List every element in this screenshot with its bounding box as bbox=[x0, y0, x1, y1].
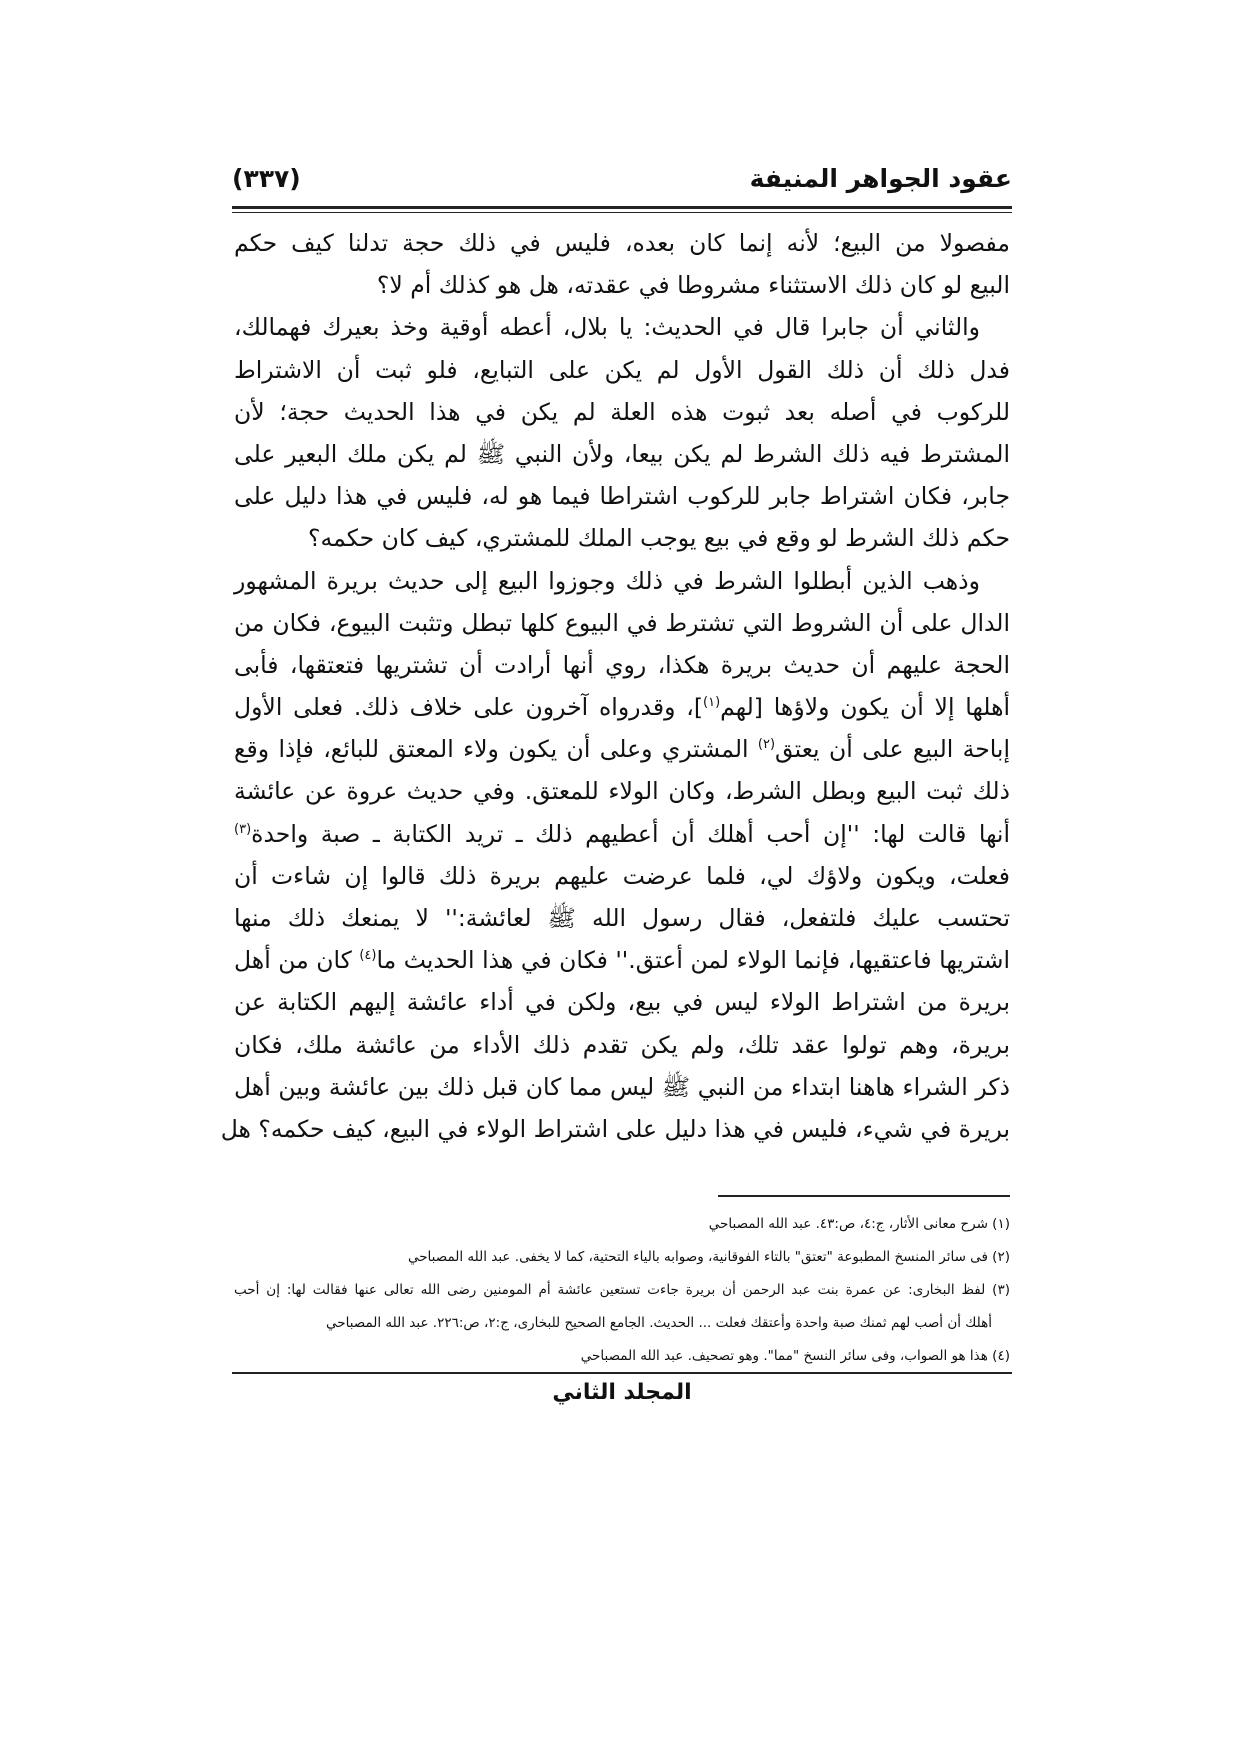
text-run: (٢) فى سائر المنسخ المطبوعة "تعتق" بالتاء الفوقانية، وصوابه بالياء التحتية، كما لا يخفى. عبد الله المصباحي bbox=[407, 1249, 1010, 1265]
text-run: ذلك ثبت البيع وبطل الشرط، وكان الولاء للمعتق. وفي حديث عروة عن عائشة bbox=[234, 777, 1010, 806]
body-line bbox=[234, 770, 1010, 812]
text-run: البيع لو كان ذلك الاستثناء مشروطا في عقدته، هل هو كذلك أم لا؟ bbox=[376, 271, 1010, 300]
body-line bbox=[234, 1024, 1010, 1066]
text-run: الحجة عليهم أن حديث بريرة هكذا، روي أنها أرادت أن تشتريها فتعتقها، فأبى bbox=[234, 650, 1010, 679]
body-line bbox=[220, 1108, 1010, 1150]
text-run: تحتسب عليك فلتفعل، فقال رسول الله ﷺ لعائشة:'' لا يمنعك ذلك منها bbox=[234, 904, 1010, 932]
body-line bbox=[234, 855, 1010, 897]
body-line bbox=[234, 264, 1010, 306]
body-line bbox=[234, 560, 1010, 602]
body-line bbox=[234, 686, 1010, 728]
text-run: فعلت، ويكون ولاؤك لي، فلما عرضت عليهم بريرة ذلك قالوا إن شاءت أن bbox=[234, 861, 1010, 890]
footnote bbox=[234, 1340, 1010, 1373]
body-line bbox=[234, 728, 1010, 770]
body-line bbox=[234, 602, 1010, 644]
page-number: (٣٣٧) bbox=[232, 164, 301, 193]
footnote-separator bbox=[718, 1195, 1010, 1197]
text-run: كان من أهل bbox=[234, 946, 360, 975]
footnote-marker[interactable]: (٣) bbox=[234, 821, 252, 837]
book-title: عقود الجواهر المنيفة bbox=[749, 164, 1012, 193]
text-run: المشتري وعلى أن يكون ولاء المعتق للبائع، فإذا وقع bbox=[234, 735, 758, 764]
body-line bbox=[234, 475, 1010, 517]
body-line bbox=[234, 349, 1010, 391]
body-line bbox=[234, 897, 1010, 939]
body-line bbox=[234, 222, 1010, 264]
text-run: بريرة، وهم تولوا عقد تلك، ولم يكن تقدم ذلك الأداء من عائشة ملك، فكان bbox=[234, 1030, 1010, 1059]
text-run: ذكر الشراء هاهنا ابتداء من النبي ﷺ ليس مما كان قبل ذلك بين عائشة وبين أهل bbox=[234, 1072, 1010, 1101]
text-run: أنها قالت لها: ''إن أحب أهلك أن أعطيهم ذلك ـ تريد الكتابة ـ صبة واحدة bbox=[251, 819, 1010, 848]
footnote bbox=[234, 1208, 1010, 1241]
body-line bbox=[234, 644, 1010, 686]
body-line bbox=[234, 981, 1010, 1023]
text-run: فدل ذلك أن ذلك القول الأول لم يكن على التبايع، فلو ثبت أن الاشتراط bbox=[234, 355, 1010, 384]
text-run: حكم ذلك الشرط لو وقع في بيع يوجب الملك للمشتري، كيف كان حكمه؟ bbox=[308, 524, 1010, 553]
page-header bbox=[232, 164, 1012, 204]
text-run: (١) شرح معانى الأثار، ج:٤، ص:٤٣. عبد الله المصباحي bbox=[708, 1216, 1010, 1232]
volume-label: المجلد الثاني bbox=[552, 1380, 692, 1405]
text-run: بريرة في شيء، فليس في هذا دليل على اشتراط الولاء في البيع، كيف حكمه؟ هل bbox=[220, 1114, 1010, 1143]
body-line bbox=[234, 306, 1010, 348]
body-text bbox=[220, 222, 1010, 1150]
header-rule-thin bbox=[232, 212, 1012, 213]
footnote-bottom-rule bbox=[232, 1372, 1012, 1374]
text-run: جابر، فكان اشتراط جابر للركوب اشتراطا فيما هو له، فليس في هذا دليل على bbox=[234, 482, 1010, 511]
body-line bbox=[234, 517, 1010, 559]
text-run: أهلها إلا أن يكون ولاؤها [لهم bbox=[720, 693, 1010, 722]
footnote bbox=[234, 1241, 1010, 1274]
footnote bbox=[234, 1307, 1010, 1340]
footnote bbox=[234, 1274, 1010, 1307]
text-run: وذهب الذين أبطلوا الشرط في ذلك وجوزوا البيع إلى حديث بريرة المشهور bbox=[234, 566, 980, 595]
footnotes bbox=[234, 1208, 1010, 1373]
footnote-marker[interactable]: (٤) bbox=[359, 948, 377, 964]
body-line bbox=[234, 433, 1010, 475]
body-line bbox=[234, 391, 1010, 433]
text-run: مفصولا من البيع؛ لأنه إنما كان بعده، فليس في ذلك حجة تدلنا كيف حكم bbox=[234, 229, 1010, 257]
text-run: أهلك أن أصب لهم ثمنك صبة واحدة وأعتقك فعلت ... الحديث. الجامع الصحيح للبخارى، ج:٢، ص:٢٢٦. عبد الله المصباحي bbox=[325, 1315, 992, 1331]
body-line bbox=[234, 1066, 1010, 1108]
text-run: (٤) هذا هو الصواب، وفى سائر النسخ "مما". وهو تصحيف. عبد الله المصباحي bbox=[580, 1348, 1010, 1364]
text-run: بريرة من اشتراط الولاء ليس في بيع، ولكن في أداء عائشة إليهم الكتابة عن bbox=[234, 988, 1010, 1017]
body-line bbox=[234, 813, 1010, 855]
footnote-marker[interactable]: (١) bbox=[703, 695, 721, 711]
text-run: الدال على أن الشروط التي تشترط في البيوع كلها تبطل وتثبت البيوع، فكان من bbox=[234, 608, 1010, 637]
text-run: المشترط فيه ذلك الشرط لم يكن بيعا، ولأن النبي ﷺ لم يكن ملك البعير على bbox=[234, 439, 1010, 468]
text-run: (٣) لفظ البخارى: عن عمرة بنت عبد الرحمن أن بريرة جاءت تستعين عائشة أم المومنين رضى الله تعالى عنها فقالت لها: إن أحب bbox=[234, 1282, 1010, 1298]
text-run: إباحة البيع على أن يعتق bbox=[775, 735, 1010, 764]
text-run: والثاني أن جابرا قال في الحديث: يا بلال، أعطه أوقية وخذ بعيرك فهمالك، bbox=[234, 313, 980, 342]
header-rule bbox=[232, 206, 1012, 209]
text-run: اشتريها فاعتقيها، فإنما الولاء لمن أعتق.'' فكان في هذا الحديث ما bbox=[376, 946, 1010, 975]
footnote-marker[interactable]: (٢) bbox=[757, 737, 776, 753]
text-run: للركوب في أصله بعد ثبوت هذه العلة لم يكن في هذا الحديث حجة؛ لأن bbox=[234, 397, 1010, 426]
text-run: ]، وقدرواه آخرون على خلاف ذلك. فعلى الأول bbox=[234, 693, 704, 722]
body-line bbox=[234, 939, 1010, 981]
